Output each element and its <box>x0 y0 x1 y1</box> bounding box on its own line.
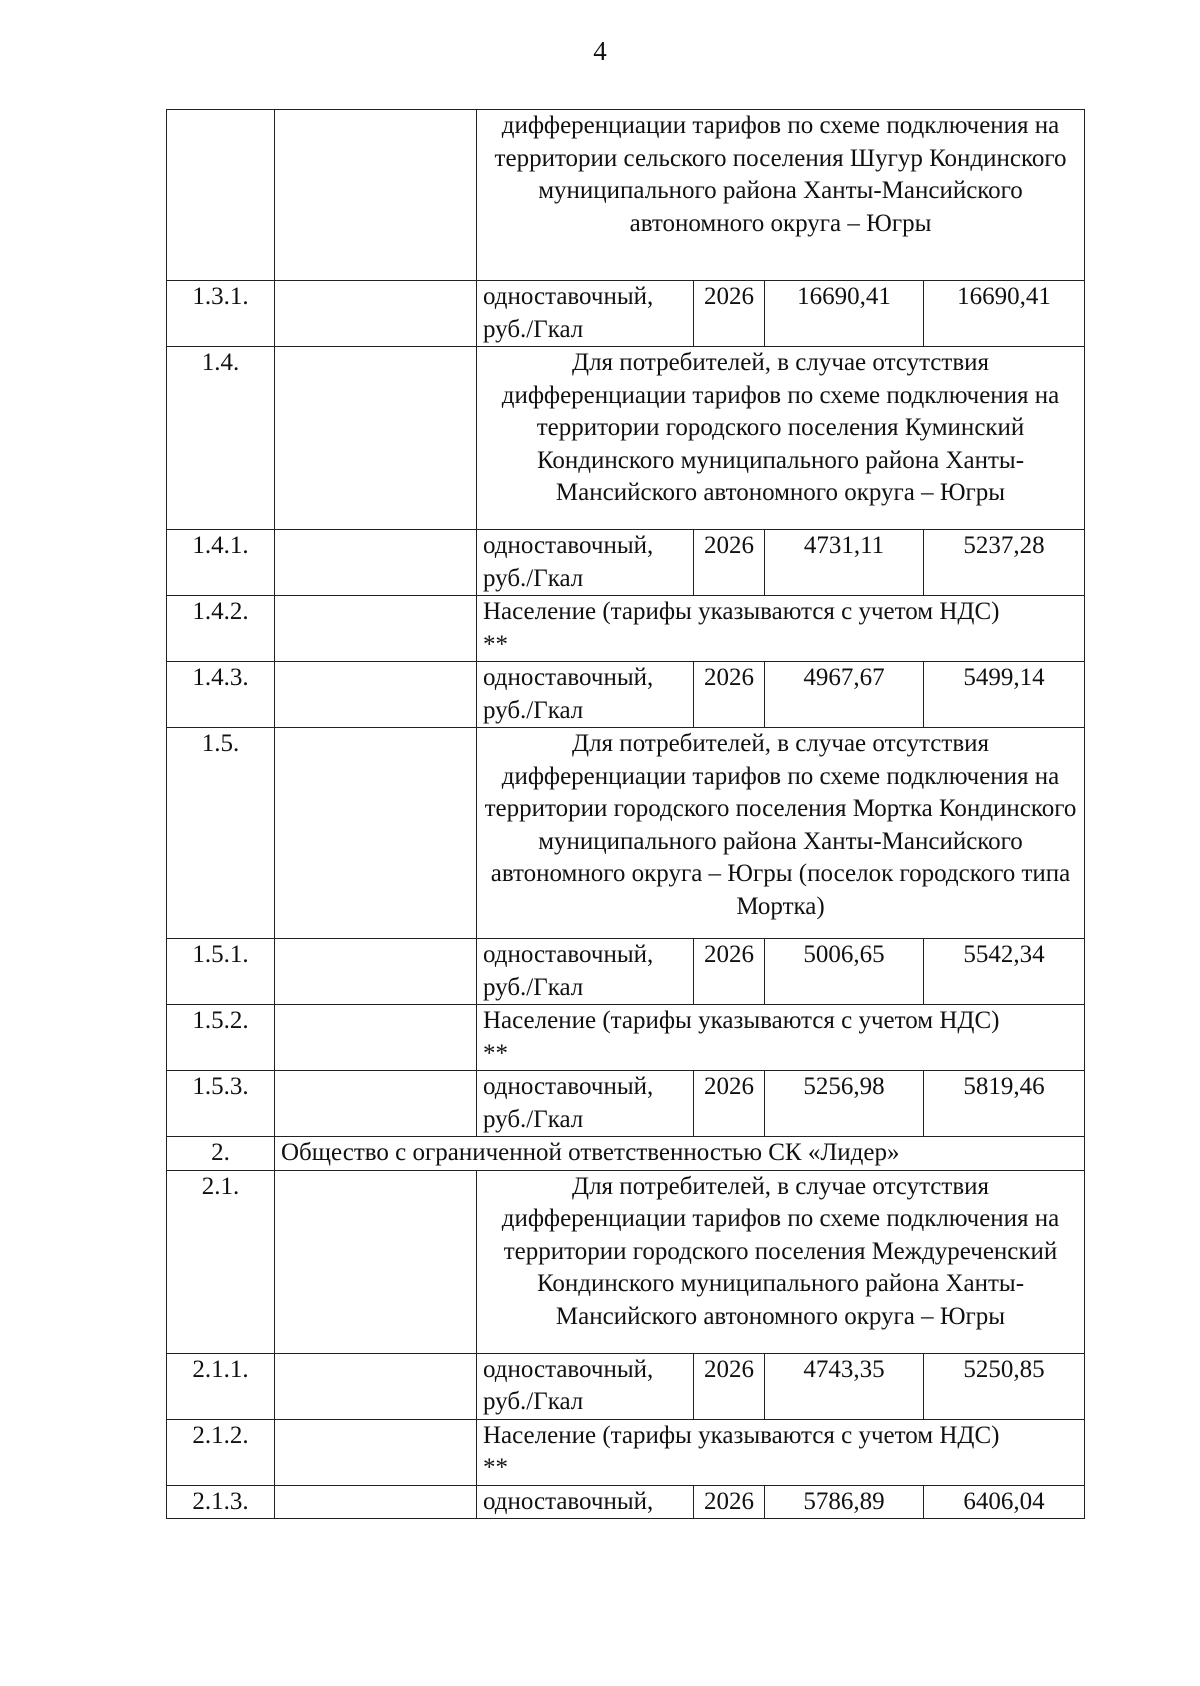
population-note <box>477 1419 1085 1485</box>
row-number: 2.1.3. <box>167 1485 275 1519</box>
tariff-value-2: 6406,04 <box>924 1485 1085 1519</box>
tariff-value-1: 4731,11 <box>765 530 924 596</box>
tariff-type-label: одноставочный, <box>483 532 654 559</box>
row-number: 1.5.3. <box>167 1071 275 1137</box>
section-description: Для потребителей, в случае отсутствия дифференциации тарифов по схеме подключения на территории городского поселения Куминский Кондинского муниципального района Ханты-Мансийского автономного округа – Югры <box>477 347 1085 530</box>
tariff-value-1: 4743,35 <box>765 1353 924 1419</box>
population-label: Население (тарифы указываются с учетом НДС) <box>483 598 1000 625</box>
row-number <box>167 110 275 281</box>
tariff-table <box>166 109 1085 1519</box>
blank-cell <box>275 1353 477 1419</box>
blank-cell <box>275 530 477 596</box>
table-row <box>167 728 1085 939</box>
table-row <box>167 596 1085 662</box>
tariff-value-2: 5250,85 <box>924 1353 1085 1419</box>
blank-cell <box>275 110 477 281</box>
row-number: 2.1. <box>167 1170 275 1353</box>
tariff-table-body <box>167 110 1085 1519</box>
table-row <box>167 1137 1085 1171</box>
table-row <box>167 1170 1085 1353</box>
table-row <box>167 1485 1085 1519</box>
table-row <box>167 1419 1085 1485</box>
row-number: 1.5.2. <box>167 1005 275 1071</box>
row-number: 1.4. <box>167 347 275 530</box>
tariff-unit-label: руб./Гкал <box>483 1388 584 1415</box>
population-label: Население (тарифы указываются с учетом НДС) <box>483 1421 1000 1449</box>
tariff-type-label: одноставочный, <box>483 664 654 691</box>
tariff-unit-label: руб./Гкал <box>483 696 584 724</box>
tariff-year: 2026 <box>694 1353 765 1419</box>
tariff-value-2: 5499,14 <box>924 662 1085 728</box>
tariff-unit-label: руб./Гкал <box>483 315 584 343</box>
footnote-mark: ** <box>483 630 508 658</box>
row-number: 1.4.2. <box>167 596 275 662</box>
tariff-type <box>477 281 694 347</box>
table-row <box>167 1005 1085 1071</box>
tariff-unit-label: руб./Гкал <box>483 1105 584 1133</box>
row-number: 1.4.3. <box>167 662 275 728</box>
tariff-year: 2026 <box>694 939 765 1005</box>
population-label: Население (тарифы указываются с учетом НДС) <box>483 1007 1000 1034</box>
table-row <box>167 939 1085 1005</box>
tariff-year: 2026 <box>694 1485 765 1519</box>
blank-cell <box>275 281 477 347</box>
row-number: 1.5.1. <box>167 939 275 1005</box>
tariff-value-1: 5786,89 <box>765 1485 924 1519</box>
blank-cell <box>275 1005 477 1071</box>
blank-cell <box>275 347 477 530</box>
tariff-value-1: 5006,65 <box>765 939 924 1005</box>
tariff-type <box>477 1485 694 1519</box>
footnote-mark: ** <box>483 1454 508 1481</box>
row-number: 2. <box>167 1137 275 1171</box>
table-row <box>167 1071 1085 1137</box>
tariff-value-2: 5237,28 <box>924 530 1085 596</box>
section-description: дифференциации тарифов по схеме подключения на территории сельского поселения Шугур Кондинского муниципального района Ханты-Мансийского автономного округа – Югры <box>477 110 1085 281</box>
tariff-year: 2026 <box>694 530 765 596</box>
table-row <box>167 281 1085 347</box>
row-number: 2.1.1. <box>167 1353 275 1419</box>
tariff-year: 2026 <box>694 1071 765 1137</box>
tariff-value-1: 5256,98 <box>765 1071 924 1137</box>
tariff-year: 2026 <box>694 281 765 347</box>
blank-cell <box>275 662 477 728</box>
tariff-value-1: 16690,41 <box>765 281 924 347</box>
table-row <box>167 662 1085 728</box>
tariff-unit-label: руб./Гкал <box>483 973 584 1001</box>
blank-cell <box>275 939 477 1005</box>
tariff-type <box>477 1353 694 1419</box>
table-row <box>167 347 1085 530</box>
row-number: 2.1.2. <box>167 1419 275 1485</box>
population-note <box>477 1005 1085 1071</box>
section-description: Для потребителей, в случае отсутствия дифференциации тарифов по схеме подключения на территории городского поселения Мортка Кондинского муниципального района Ханты-Мансийского автономного округа – Югры (поселок городского типа Мортка) <box>477 728 1085 939</box>
tariff-type <box>477 1071 694 1137</box>
tariff-type <box>477 530 694 596</box>
footnote-mark: ** <box>483 1039 508 1067</box>
tariff-value-2: 5542,34 <box>924 939 1085 1005</box>
tariff-value-1: 4967,67 <box>765 662 924 728</box>
table-row <box>167 530 1085 596</box>
population-note <box>477 596 1085 662</box>
blank-cell <box>275 1170 477 1353</box>
tariff-value-2: 5819,46 <box>924 1071 1085 1137</box>
section-description: Для потребителей, в случае отсутствия дифференциации тарифов по схеме подключения на территории городского поселения Междуреченский Кондинского муниципального района Ханты-Мансийского автономного округа – Югры <box>477 1170 1085 1353</box>
tariff-type <box>477 662 694 728</box>
tariff-type <box>477 939 694 1005</box>
tariff-type-label: одноставочный, <box>483 1073 654 1100</box>
tariff-type-label: одноставочный, <box>483 941 654 968</box>
page-number: 4 <box>593 36 607 66</box>
blank-cell <box>275 1485 477 1519</box>
blank-cell <box>275 596 477 662</box>
tariff-unit-label: руб./Гкал <box>483 564 584 592</box>
blank-cell <box>275 1419 477 1485</box>
table-row <box>167 1353 1085 1419</box>
blank-cell <box>275 728 477 939</box>
row-number: 1.4.1. <box>167 530 275 596</box>
table-row <box>167 110 1085 281</box>
tariff-type-label: одноставочный, <box>483 283 654 310</box>
tariff-type-label: одноставочный, <box>483 1355 654 1383</box>
organization-name: Общество с ограниченной ответственностью СК «Лидер» <box>275 1137 1085 1171</box>
tariff-value-2: 16690,41 <box>924 281 1085 347</box>
tariff-type-label: одноставочный, <box>483 1487 654 1515</box>
row-number: 1.3.1. <box>167 281 275 347</box>
tariff-year: 2026 <box>694 662 765 728</box>
blank-cell <box>275 1071 477 1137</box>
row-number: 1.5. <box>167 728 275 939</box>
